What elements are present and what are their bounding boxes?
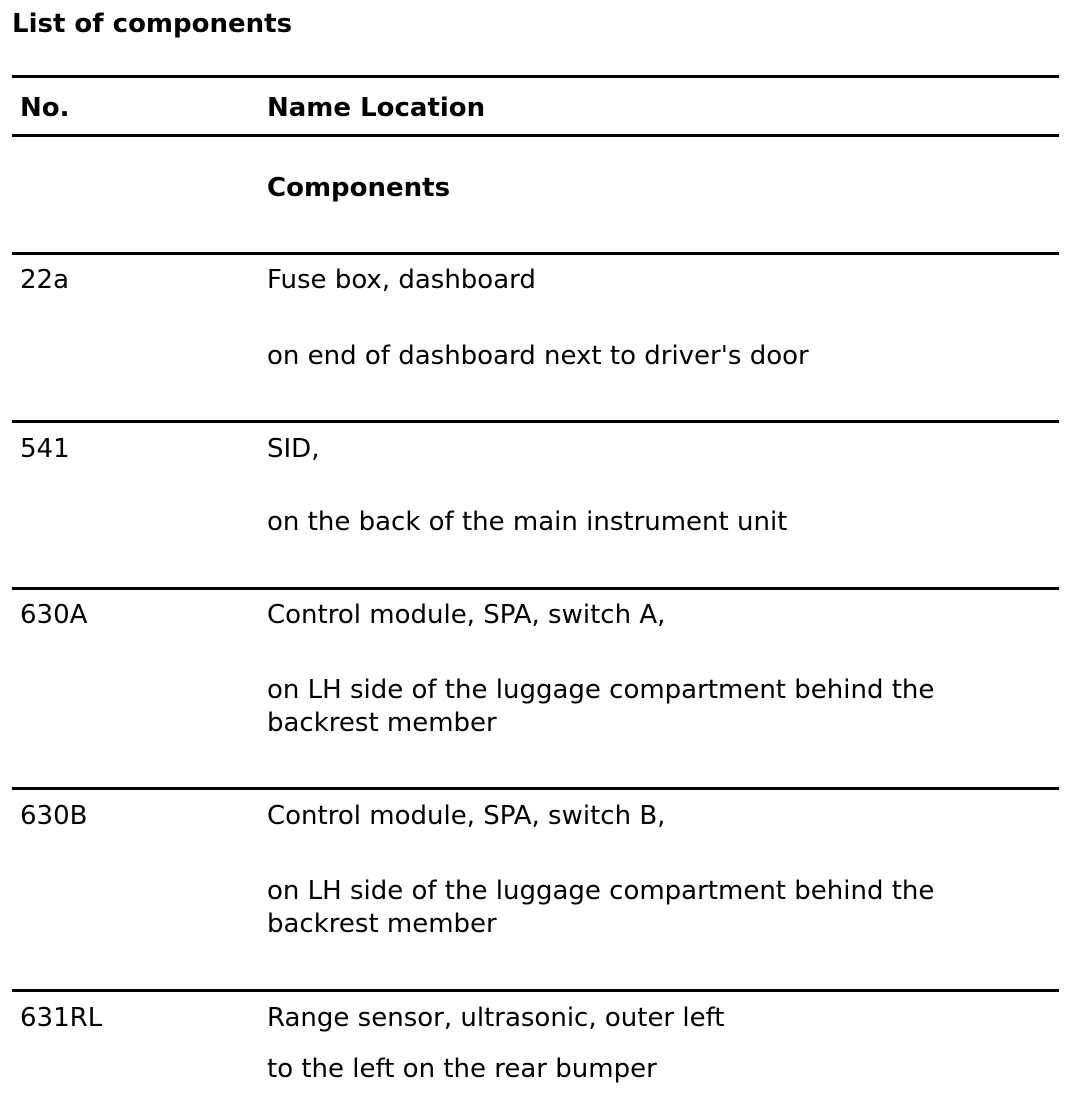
header-bottom-rule: [12, 134, 1059, 137]
component-location: on LH side of the luggage compartment behind the backrest member: [267, 675, 935, 738]
header-no: No.: [20, 93, 70, 123]
component-name: Control module, SPA, switch A,: [267, 600, 666, 630]
component-number: 22a: [20, 265, 70, 295]
component-number: 631RL: [20, 1003, 103, 1033]
component-name: Control module, SPA, switch B,: [267, 801, 666, 831]
component-number: 541: [20, 434, 70, 464]
row-rule: [12, 787, 1059, 790]
component-name: Fuse box, dashboard: [267, 265, 536, 295]
row-rule: [12, 420, 1059, 423]
component-number: 630B: [20, 801, 88, 831]
component-location: on the back of the main instrument unit: [267, 507, 788, 537]
component-location: to the left on the rear bumper: [267, 1054, 657, 1084]
page-title: List of components: [12, 9, 293, 39]
section-label: Components: [267, 173, 451, 203]
component-name: SID,: [267, 434, 320, 464]
row-rule: [12, 587, 1059, 590]
header-name-location: Name Location: [267, 93, 486, 123]
row-rule: [12, 252, 1059, 255]
component-number: 630A: [20, 600, 88, 630]
component-name: Range sensor, ultrasonic, outer left: [267, 1003, 725, 1033]
component-location: on end of dashboard next to driver's door: [267, 341, 809, 371]
component-location: on LH side of the luggage compartment behind the backrest member: [267, 876, 935, 939]
row-rule: [12, 989, 1059, 992]
table-top-rule: [12, 75, 1059, 78]
